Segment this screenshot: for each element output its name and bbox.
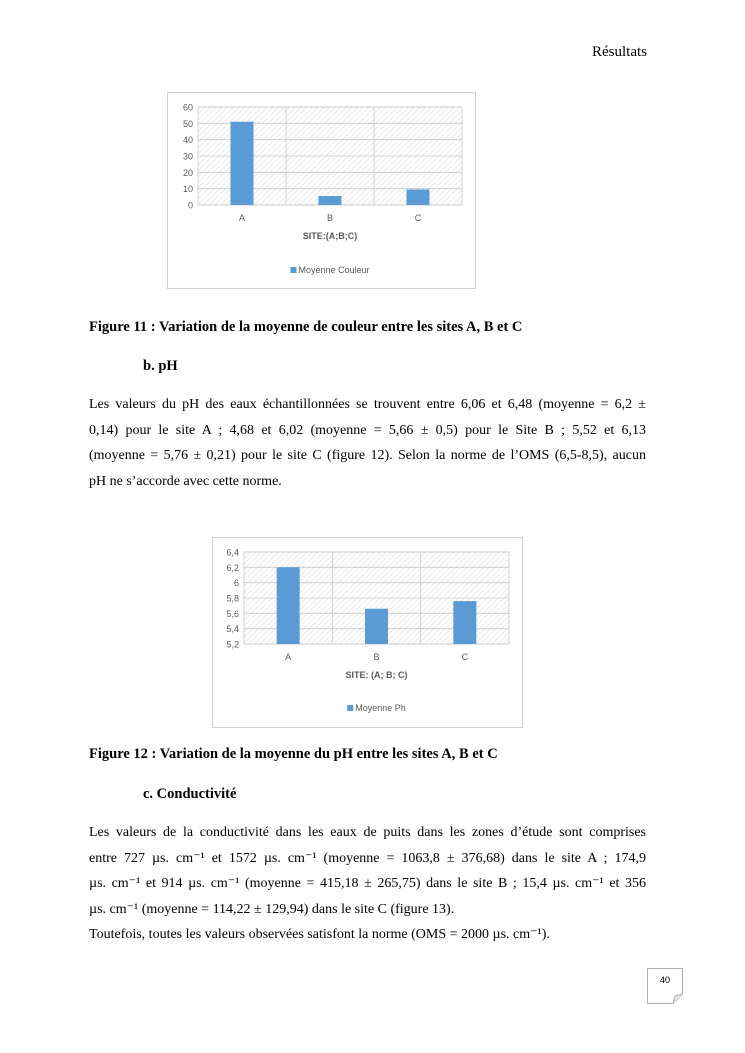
paragraph-line: entre 727 µs. cm⁻¹ et 1572 µs. cm⁻¹ (moyenne = 1063,8 ± 376,68) dans le site A ; 174,9	[89, 850, 646, 866]
y-tick-label: 60	[182, 102, 193, 113]
section-c-heading: c. Conductivité	[143, 786, 237, 802]
x-tick-label: B	[326, 213, 334, 223]
paragraph-line: Les valeurs du pH des eaux échantillonnées se trouvent entre 6,06 et 6,48 (moyenne = 6,2 ±	[89, 397, 646, 412]
legend-label: Moyenne Couleur	[298, 265, 370, 275]
paragraph-line: Les valeurs de la conductivité dans les eaux de puits dans les zones d’étude sont comprises	[89, 825, 646, 840]
legend	[347, 703, 406, 713]
y-tick-label: 5,2	[226, 639, 239, 650]
y-tick-label: 6	[233, 578, 239, 589]
chart-couleur-svg	[168, 93, 475, 288]
section-b-paragraph	[89, 392, 646, 494]
paragraph-line: pH ne s’accorde avec cette norme.	[89, 473, 282, 489]
legend	[290, 265, 369, 275]
page-number: 40	[659, 975, 670, 985]
y-tick-label: 40	[182, 135, 193, 146]
y-tick-label: 20	[182, 167, 193, 178]
figure-12-caption: Figure 12 : Variation de la moyenne du pH entre les sites A, B et C	[89, 746, 498, 762]
paragraph-line: 0,14) pour le site A ; 4,68 et 6,02 (moyenne = 5,66 ± 0,5) pour le Site B ; 5,52 et 6,13	[89, 422, 646, 438]
x-tick-label: A	[285, 652, 292, 662]
legend-label: Moyenne Ph	[355, 703, 406, 713]
x-tick-label: C	[461, 652, 469, 662]
y-tick-label: 10	[182, 184, 193, 195]
figure-11-caption: Figure 11 : Variation de la moyenne de couleur entre les sites A, B et C	[89, 319, 523, 335]
running-header: Résultats	[592, 44, 647, 60]
paragraph-line: µs. cm⁻¹ (moyenne = 114,22 ± 129,94) dans le site C (figure 13).	[89, 901, 455, 917]
folded-corner-icon	[647, 968, 683, 1004]
y-tick-label: 6,2	[226, 562, 239, 573]
section-b-heading: b. pH	[143, 358, 178, 374]
legend-swatch	[290, 267, 296, 273]
x-axis-title: SITE:(A;B;C)	[302, 231, 358, 241]
y-tick-label: 5,8	[226, 593, 239, 604]
bar	[319, 196, 342, 205]
bar	[277, 567, 300, 644]
bar	[365, 609, 388, 644]
bar	[407, 189, 430, 205]
page-number-box	[647, 968, 683, 1004]
chart-ph	[212, 537, 523, 728]
x-tick-label: C	[414, 213, 422, 223]
y-tick-label: 6,4	[226, 547, 239, 558]
chart-couleur	[167, 92, 476, 289]
chart-ph-svg	[213, 538, 522, 727]
section-c-paragraph	[89, 820, 646, 948]
paragraph-line: (moyenne = 5,76 ± 0,21) pour le site C (figure 12). Selon la norme de l’OMS (6,5-8,5), aucun	[89, 448, 646, 463]
y-tick-label: 50	[182, 118, 193, 129]
y-tick-label: 0	[187, 200, 193, 211]
x-tick-label: A	[238, 213, 246, 223]
y-tick-label: 5,6	[226, 608, 239, 619]
x-axis-title: SITE: (A; B; C)	[345, 670, 408, 680]
bar	[453, 601, 476, 644]
y-tick-label: 30	[182, 151, 193, 162]
legend-swatch	[347, 705, 353, 711]
paragraph-line: Toutefois, toutes les valeurs observées satisfont la norme (OMS = 2000 µs. cm⁻¹).	[89, 927, 550, 942]
x-tick-label: B	[373, 652, 380, 662]
paragraph-line: µs. cm⁻¹ et 914 µs. cm⁻¹ (moyenne = 415,18 ± 265,75) dans le site B ; 15,4 µs. cm⁻¹ et 356	[89, 876, 646, 891]
y-tick-label: 5,4	[226, 624, 239, 635]
bar	[231, 122, 254, 205]
